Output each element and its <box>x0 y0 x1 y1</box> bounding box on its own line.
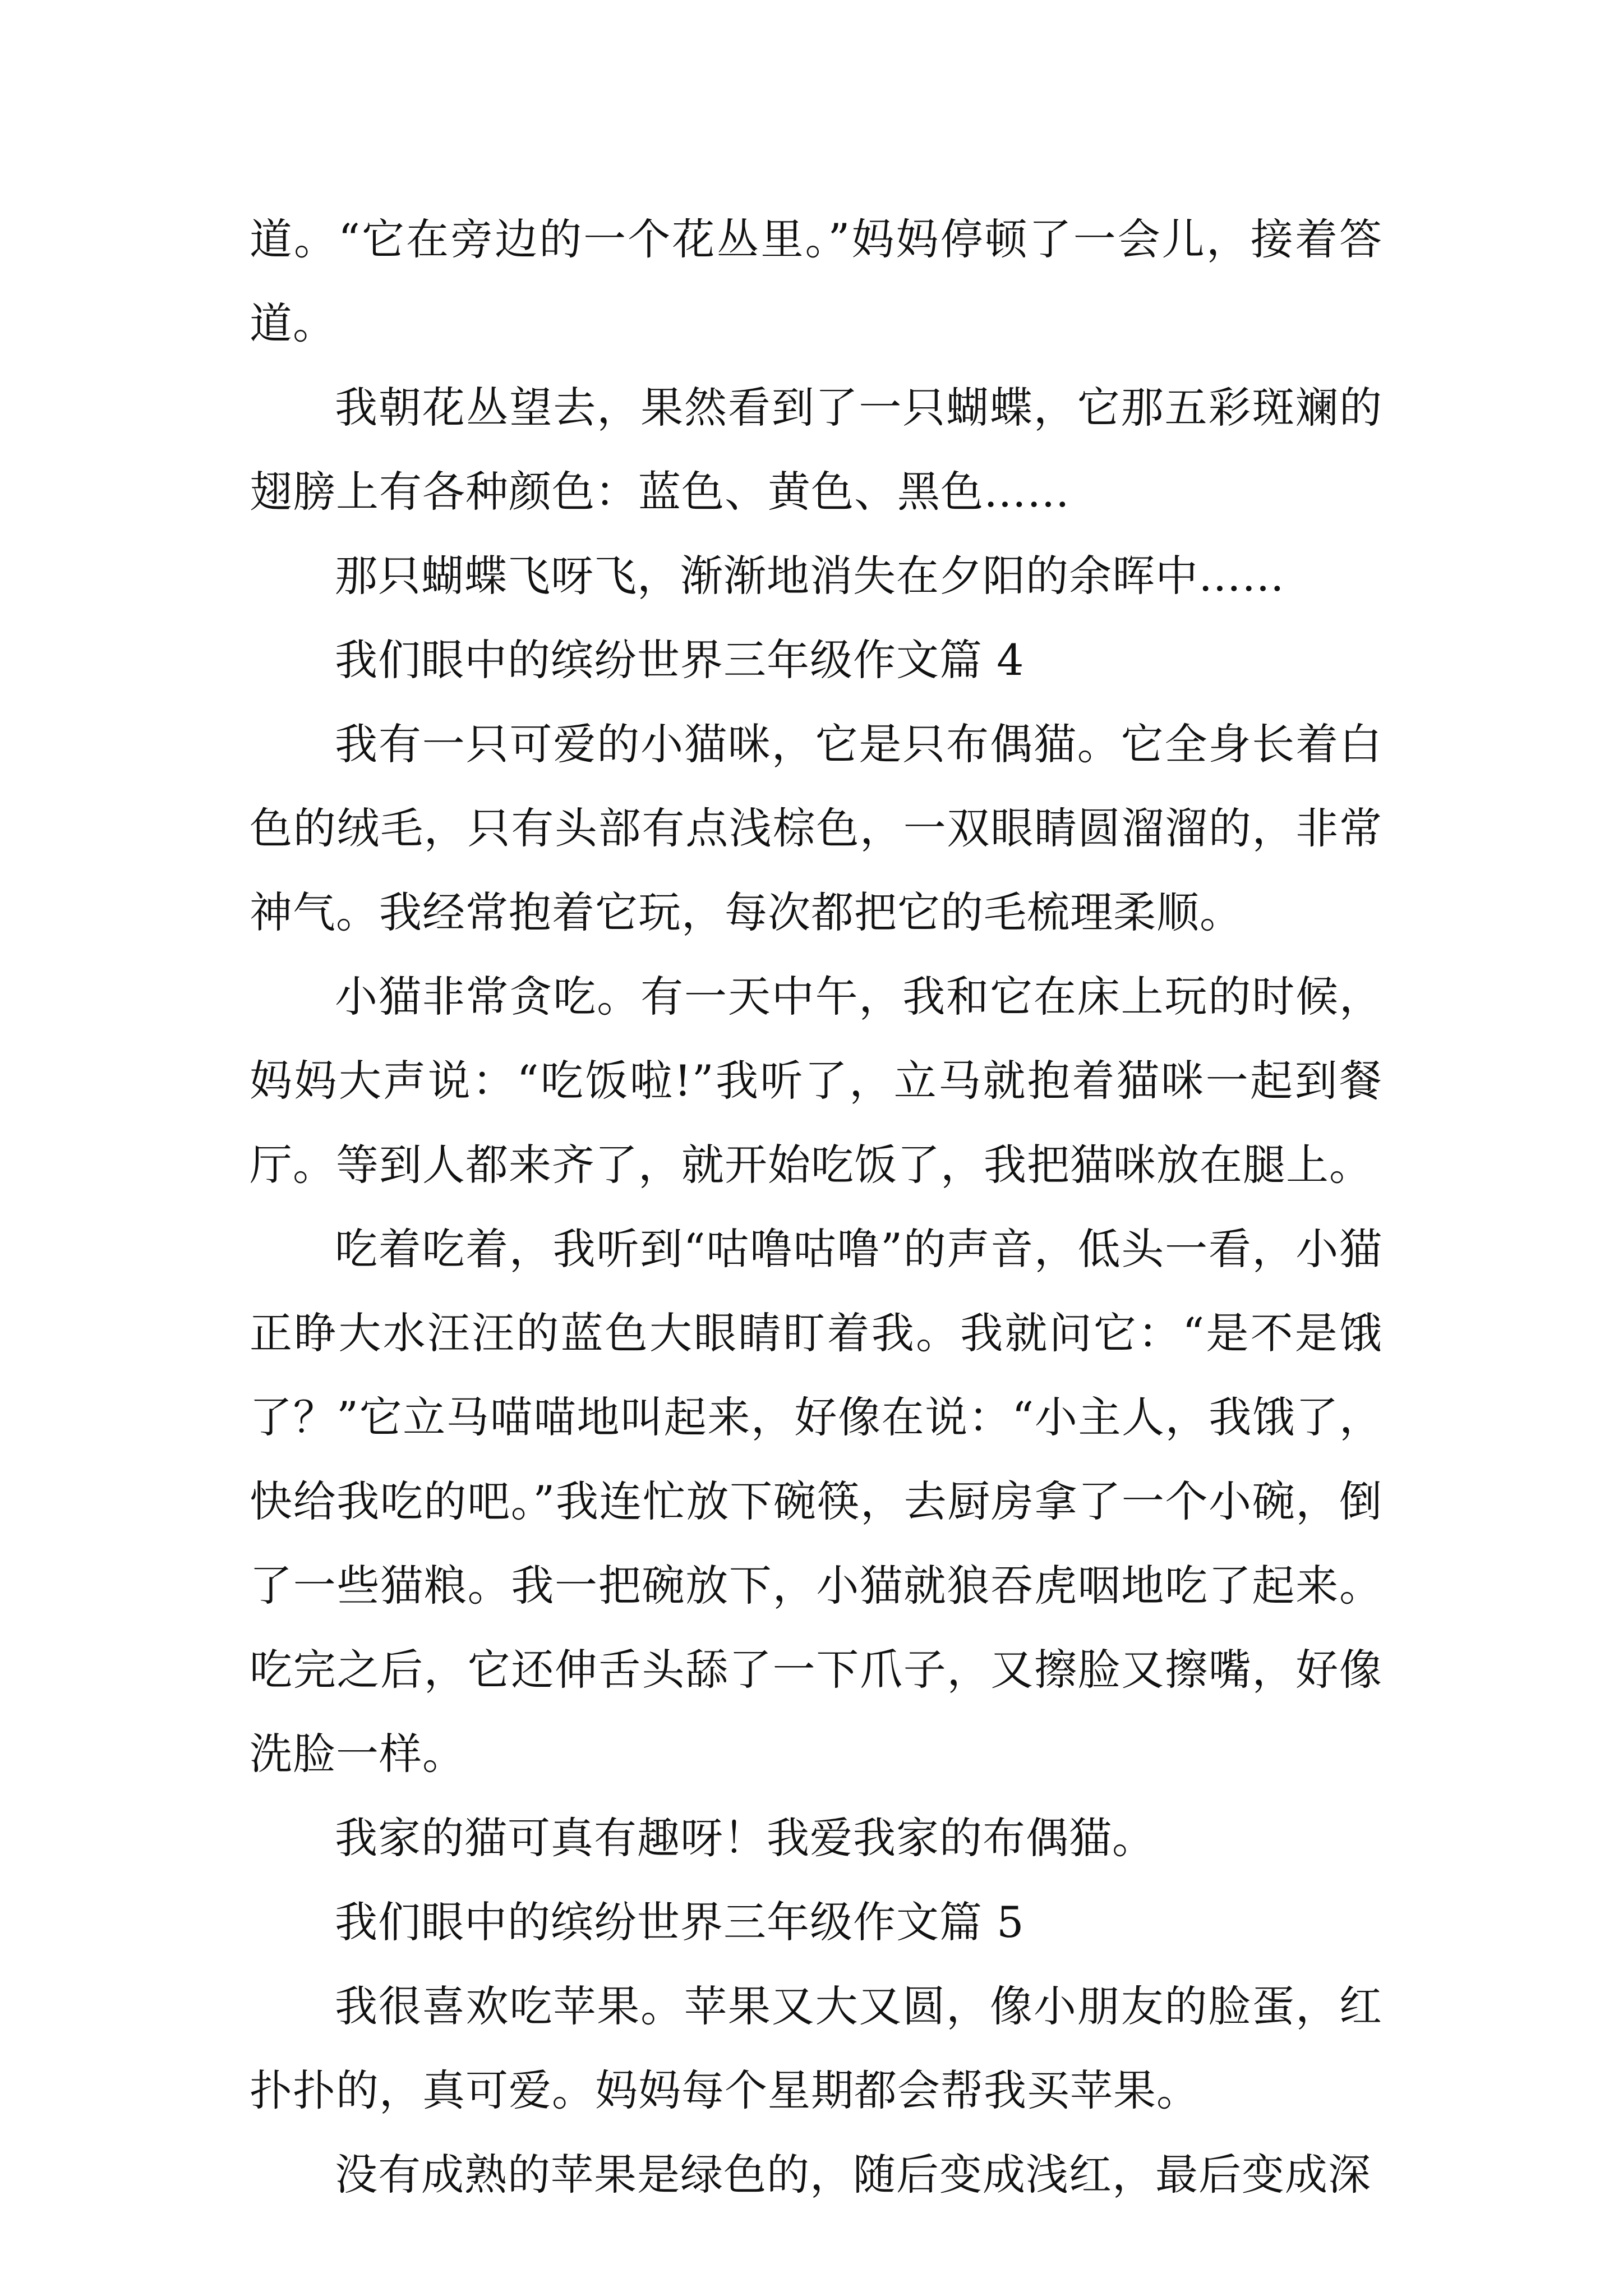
section-heading-4: 我们眼中的缤纷世界三年级作文篇 4 <box>335 635 1025 685</box>
paragraph-continuation: 道。“它在旁边的一个花丛里。”妈妈停顿了一会儿，接着答道。 <box>250 214 1382 348</box>
paragraph-cat-intro: 我有一只可爱的小猫咪，它是只布偶猫。它全身长着白色的绒毛，只有头部有点浅棕色，一双眼睛圆溜溜的，非常神气。我经常抱着它玩，每次都把它的毛梳理柔顺。 <box>250 719 1382 937</box>
paragraph-cat-greedy: 小猫非常贪吃。有一天中午，我和它在床上玩的时候，妈妈大声说：“吃饭啦!”我听了，立马就抱着猫咪一起到餐厅。等到人都来齐了，就开始吃饭了，我把猫咪放在腿上。 <box>250 972 1382 1190</box>
paragraph-cat-hungry: 吃着吃着，我听到“咕噜咕噜”的声音，低头一看，小猫正睁大水汪汪的蓝色大眼睛盯着我。我就问它：“是不是饿了？”它立马喵喵地叫起来，好像在说：“小主人，我饿了，快给我吃的吧。”我连忙放下碗筷，去厨房拿了一个小碗，倒了一些猫粮。我一把碗放下，小猫就狼吞虎咽地吃了起来。吃完之后，它还伸舌头舔了一下爪子，又擦脸又擦嘴，好像洗脸一样。 <box>250 1224 1382 1779</box>
paragraph-apple-intro: 我很喜欢吃苹果。苹果又大又圆，像小朋友的脸蛋，红扑扑的，真可爱。妈妈每个星期都会帮我买苹果。 <box>250 1981 1382 2115</box>
paragraph-cat-conclusion: 我家的猫可真有趣呀！我爱我家的布偶猫。 <box>335 1813 1155 1863</box>
paragraph-apple-colors: 没有成熟的苹果是绿色的，随后变成浅红，最后变成深 <box>335 2150 1371 2200</box>
paragraph-butterfly-colors: 我朝花丛望去，果然看到了一只蝴蝶，它那五彩斑斓的翅膀上有各种颜色：蓝色、黄色、黑色…… <box>250 383 1382 517</box>
section-heading-5: 我们眼中的缤纷世界三年级作文篇 5 <box>335 1897 1025 1947</box>
paragraph-butterfly-flies: 那只蝴蝶飞呀飞，渐渐地消失在夕阳的余晖中…… <box>335 551 1285 601</box>
document-body <box>250 197 1382 2217</box>
